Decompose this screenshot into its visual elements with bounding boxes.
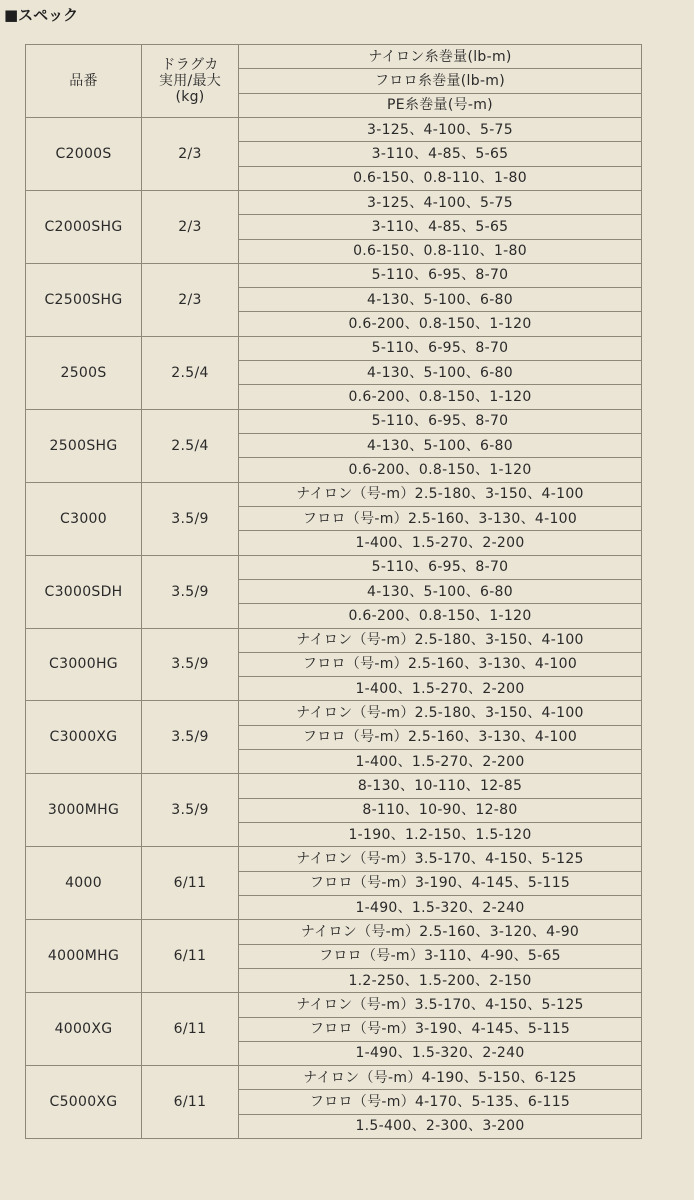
- capacity-cell: 5-110、6-95、8-70: [239, 263, 642, 287]
- capacity-cell: フロロ（号-m）2.5-160、3-130、4-100: [239, 652, 642, 676]
- table-row: [26, 628, 642, 652]
- table-row: [26, 409, 642, 433]
- capacity-cell: 1-190、1.2-150、1.5-120: [239, 823, 642, 847]
- capacity-cell: 3-125、4-100、5-75: [239, 117, 642, 141]
- header-pe: PE糸巻量(号-m): [239, 93, 642, 117]
- capacity-cell: フロロ（号-m）4-170、5-135、6-115: [239, 1090, 642, 1114]
- capacity-cell: フロロ（号-m）3-110、4-90、5-65: [239, 944, 642, 968]
- drag-cell: 2.5/4: [142, 336, 239, 409]
- drag-cell: 3.5/9: [142, 555, 239, 628]
- spec-table: [25, 44, 642, 1139]
- drag-cell: 6/11: [142, 847, 239, 920]
- drag-cell: 6/11: [142, 993, 239, 1066]
- drag-cell: 6/11: [142, 920, 239, 993]
- capacity-cell: フロロ（号-m）3-190、4-145、5-115: [239, 1017, 642, 1041]
- drag-cell: 3.5/9: [142, 628, 239, 701]
- model-cell: C2000SHG: [26, 190, 142, 263]
- section-heading: ■スペック: [4, 6, 79, 24]
- header-drag-line: 実用/最大: [158, 72, 222, 89]
- drag-cell: 3.5/9: [142, 774, 239, 847]
- capacity-cell: 1-490、1.5-320、2-240: [239, 895, 642, 919]
- capacity-cell: 1-400、1.5-270、2-200: [239, 677, 642, 701]
- header-nylon: ナイロン糸巻量(lb-m): [239, 45, 642, 69]
- drag-cell: 3.5/9: [142, 482, 239, 555]
- capacity-cell: 4-130、5-100、6-80: [239, 361, 642, 385]
- capacity-cell: 0.6-200、0.8-150、1-120: [239, 312, 642, 336]
- model-cell: C3000HG: [26, 628, 142, 701]
- table-row: [26, 482, 642, 506]
- table-row: [26, 847, 642, 871]
- table-row: [26, 920, 642, 944]
- drag-cell: 2.5/4: [142, 409, 239, 482]
- drag-cell: 2/3: [142, 263, 239, 336]
- capacity-cell: 0.6-200、0.8-150、1-120: [239, 604, 642, 628]
- table-row: [26, 117, 642, 141]
- capacity-cell: 0.6-150、0.8-110、1-80: [239, 239, 642, 263]
- model-cell: 3000MHG: [26, 774, 142, 847]
- model-cell: C2500SHG: [26, 263, 142, 336]
- capacity-cell: 4-130、5-100、6-80: [239, 579, 642, 603]
- capacity-cell: 0.6-150、0.8-110、1-80: [239, 166, 642, 190]
- model-cell: C3000: [26, 482, 142, 555]
- capacity-cell: フロロ（号-m）2.5-160、3-130、4-100: [239, 725, 642, 749]
- drag-cell: 2/3: [142, 190, 239, 263]
- table-row: [26, 263, 642, 287]
- model-cell: C3000XG: [26, 701, 142, 774]
- table-row: [26, 1066, 642, 1090]
- table-row: [26, 190, 642, 214]
- model-cell: C2000S: [26, 117, 142, 190]
- model-cell: 2500S: [26, 336, 142, 409]
- model-cell: 4000MHG: [26, 920, 142, 993]
- capacity-cell: 0.6-200、0.8-150、1-120: [239, 385, 642, 409]
- model-cell: C5000XG: [26, 1066, 142, 1139]
- capacity-cell: ナイロン（号-m）2.5-180、3-150、4-100: [239, 482, 642, 506]
- capacity-cell: 3-110、4-85、5-65: [239, 215, 642, 239]
- capacity-cell: 8-130、10-110、12-85: [239, 774, 642, 798]
- header-drag-line: ドラグカ: [161, 56, 219, 73]
- capacity-cell: 8-110、10-90、12-80: [239, 798, 642, 822]
- capacity-cell: 1-400、1.5-270、2-200: [239, 531, 642, 555]
- capacity-cell: ナイロン（号-m）3.5-170、4-150、5-125: [239, 993, 642, 1017]
- header-drag-line: (kg): [175, 88, 205, 105]
- header-row: [26, 45, 642, 69]
- capacity-cell: ナイロン（号-m）2.5-180、3-150、4-100: [239, 701, 642, 725]
- capacity-cell: 1.5-400、2-300、3-200: [239, 1114, 642, 1138]
- capacity-cell: フロロ（号-m）3-190、4-145、5-115: [239, 871, 642, 895]
- capacity-cell: ナイロン（号-m）2.5-160、3-120、4-90: [239, 920, 642, 944]
- capacity-cell: 1-400、1.5-270、2-200: [239, 750, 642, 774]
- capacity-cell: ナイロン（号-m）3.5-170、4-150、5-125: [239, 847, 642, 871]
- capacity-cell: ナイロン（号-m）4-190、5-150、6-125: [239, 1066, 642, 1090]
- table-row: [26, 993, 642, 1017]
- header-drag: [142, 45, 239, 118]
- drag-cell: 2/3: [142, 117, 239, 190]
- capacity-cell: 1.2-250、1.5-200、2-150: [239, 968, 642, 992]
- spec-table-body: [26, 45, 642, 1139]
- table-row: [26, 774, 642, 798]
- header-model: 品番: [26, 45, 142, 118]
- model-cell: 4000: [26, 847, 142, 920]
- model-cell: C3000SDH: [26, 555, 142, 628]
- capacity-cell: 4-130、5-100、6-80: [239, 434, 642, 458]
- capacity-cell: 5-110、6-95、8-70: [239, 336, 642, 360]
- capacity-cell: 3-125、4-100、5-75: [239, 190, 642, 214]
- capacity-cell: 5-110、6-95、8-70: [239, 409, 642, 433]
- table-row: [26, 701, 642, 725]
- capacity-cell: フロロ（号-m）2.5-160、3-130、4-100: [239, 506, 642, 530]
- capacity-cell: 0.6-200、0.8-150、1-120: [239, 458, 642, 482]
- capacity-cell: ナイロン（号-m）2.5-180、3-150、4-100: [239, 628, 642, 652]
- table-row: [26, 555, 642, 579]
- table-row: [26, 336, 642, 360]
- model-cell: 4000XG: [26, 993, 142, 1066]
- capacity-cell: 4-130、5-100、6-80: [239, 288, 642, 312]
- model-cell: 2500SHG: [26, 409, 142, 482]
- drag-cell: 3.5/9: [142, 701, 239, 774]
- capacity-cell: 3-110、4-85、5-65: [239, 142, 642, 166]
- header-fluoro: フロロ糸巻量(lb-m): [239, 69, 642, 93]
- drag-cell: 6/11: [142, 1066, 239, 1139]
- capacity-cell: 5-110、6-95、8-70: [239, 555, 642, 579]
- capacity-cell: 1-490、1.5-320、2-240: [239, 1041, 642, 1065]
